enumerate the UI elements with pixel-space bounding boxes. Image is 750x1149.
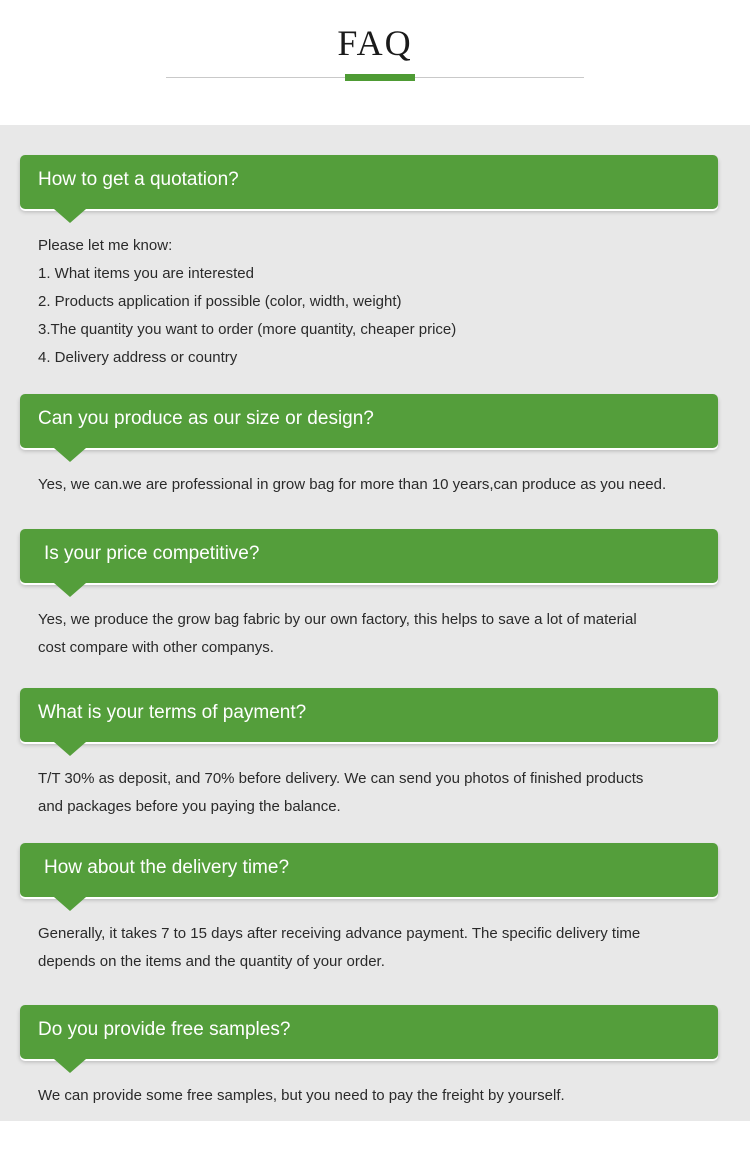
page-title: FAQ <box>337 23 413 63</box>
faq-list <box>0 125 750 1121</box>
faq-question-bar <box>20 529 718 583</box>
faq-answer <box>38 765 728 821</box>
faq-answer-line: 1. What items you are interested <box>38 265 254 282</box>
faq-answer <box>38 920 728 976</box>
faq-header <box>0 0 750 125</box>
faq-question: Is your price competitive? <box>44 543 260 564</box>
faq-answer <box>38 1082 728 1110</box>
title-accent-bar <box>345 74 415 81</box>
faq-answer-line: 4. Delivery address or country <box>38 349 238 366</box>
faq-answer-line: 2. Products application if possible (color, width, weight) <box>38 293 402 310</box>
faq-answer-line: Please let me know: <box>38 237 173 254</box>
faq-answer <box>38 471 728 499</box>
faq-question-bar <box>20 843 718 897</box>
faq-question: Can you produce as our size or design? <box>38 408 374 429</box>
faq-answer-line: depends on the items and the quantity of your order. <box>38 953 385 970</box>
faq-question-bar <box>20 394 718 448</box>
faq-question: Do you provide free samples? <box>38 1019 291 1040</box>
faq-question: What is your terms of payment? <box>38 702 307 723</box>
faq-question: How about the delivery time? <box>44 857 290 878</box>
faq-answer <box>38 232 728 372</box>
faq-answer-line: and packages before you paying the balance. <box>38 798 341 815</box>
faq-answer-line: T/T 30% as deposit, and 70% before delivery. We can send you photos of finished products <box>38 770 644 787</box>
faq-question-bar <box>20 155 718 209</box>
faq-answer-line: Yes, we can.we are professional in grow bag for more than 10 years,can produce as you need. <box>38 476 667 493</box>
faq-answer <box>38 606 728 662</box>
faq-answer-line: 3.The quantity you want to order (more quantity, cheaper price) <box>38 321 457 338</box>
faq-question-bar <box>20 1005 718 1059</box>
faq-answer-line: Yes, we produce the grow bag fabric by our own factory, this helps to save a lot of material <box>38 611 637 628</box>
faq-question-bar <box>20 688 718 742</box>
faq-answer-line: Generally, it takes 7 to 15 days after receiving advance payment. The specific delivery time <box>38 925 641 942</box>
faq-answer-line: We can provide some free samples, but you need to pay the freight by yourself. <box>38 1087 565 1104</box>
faq-question: How to get a quotation? <box>38 169 239 190</box>
faq-answer-line: cost compare with other companys. <box>38 639 274 656</box>
